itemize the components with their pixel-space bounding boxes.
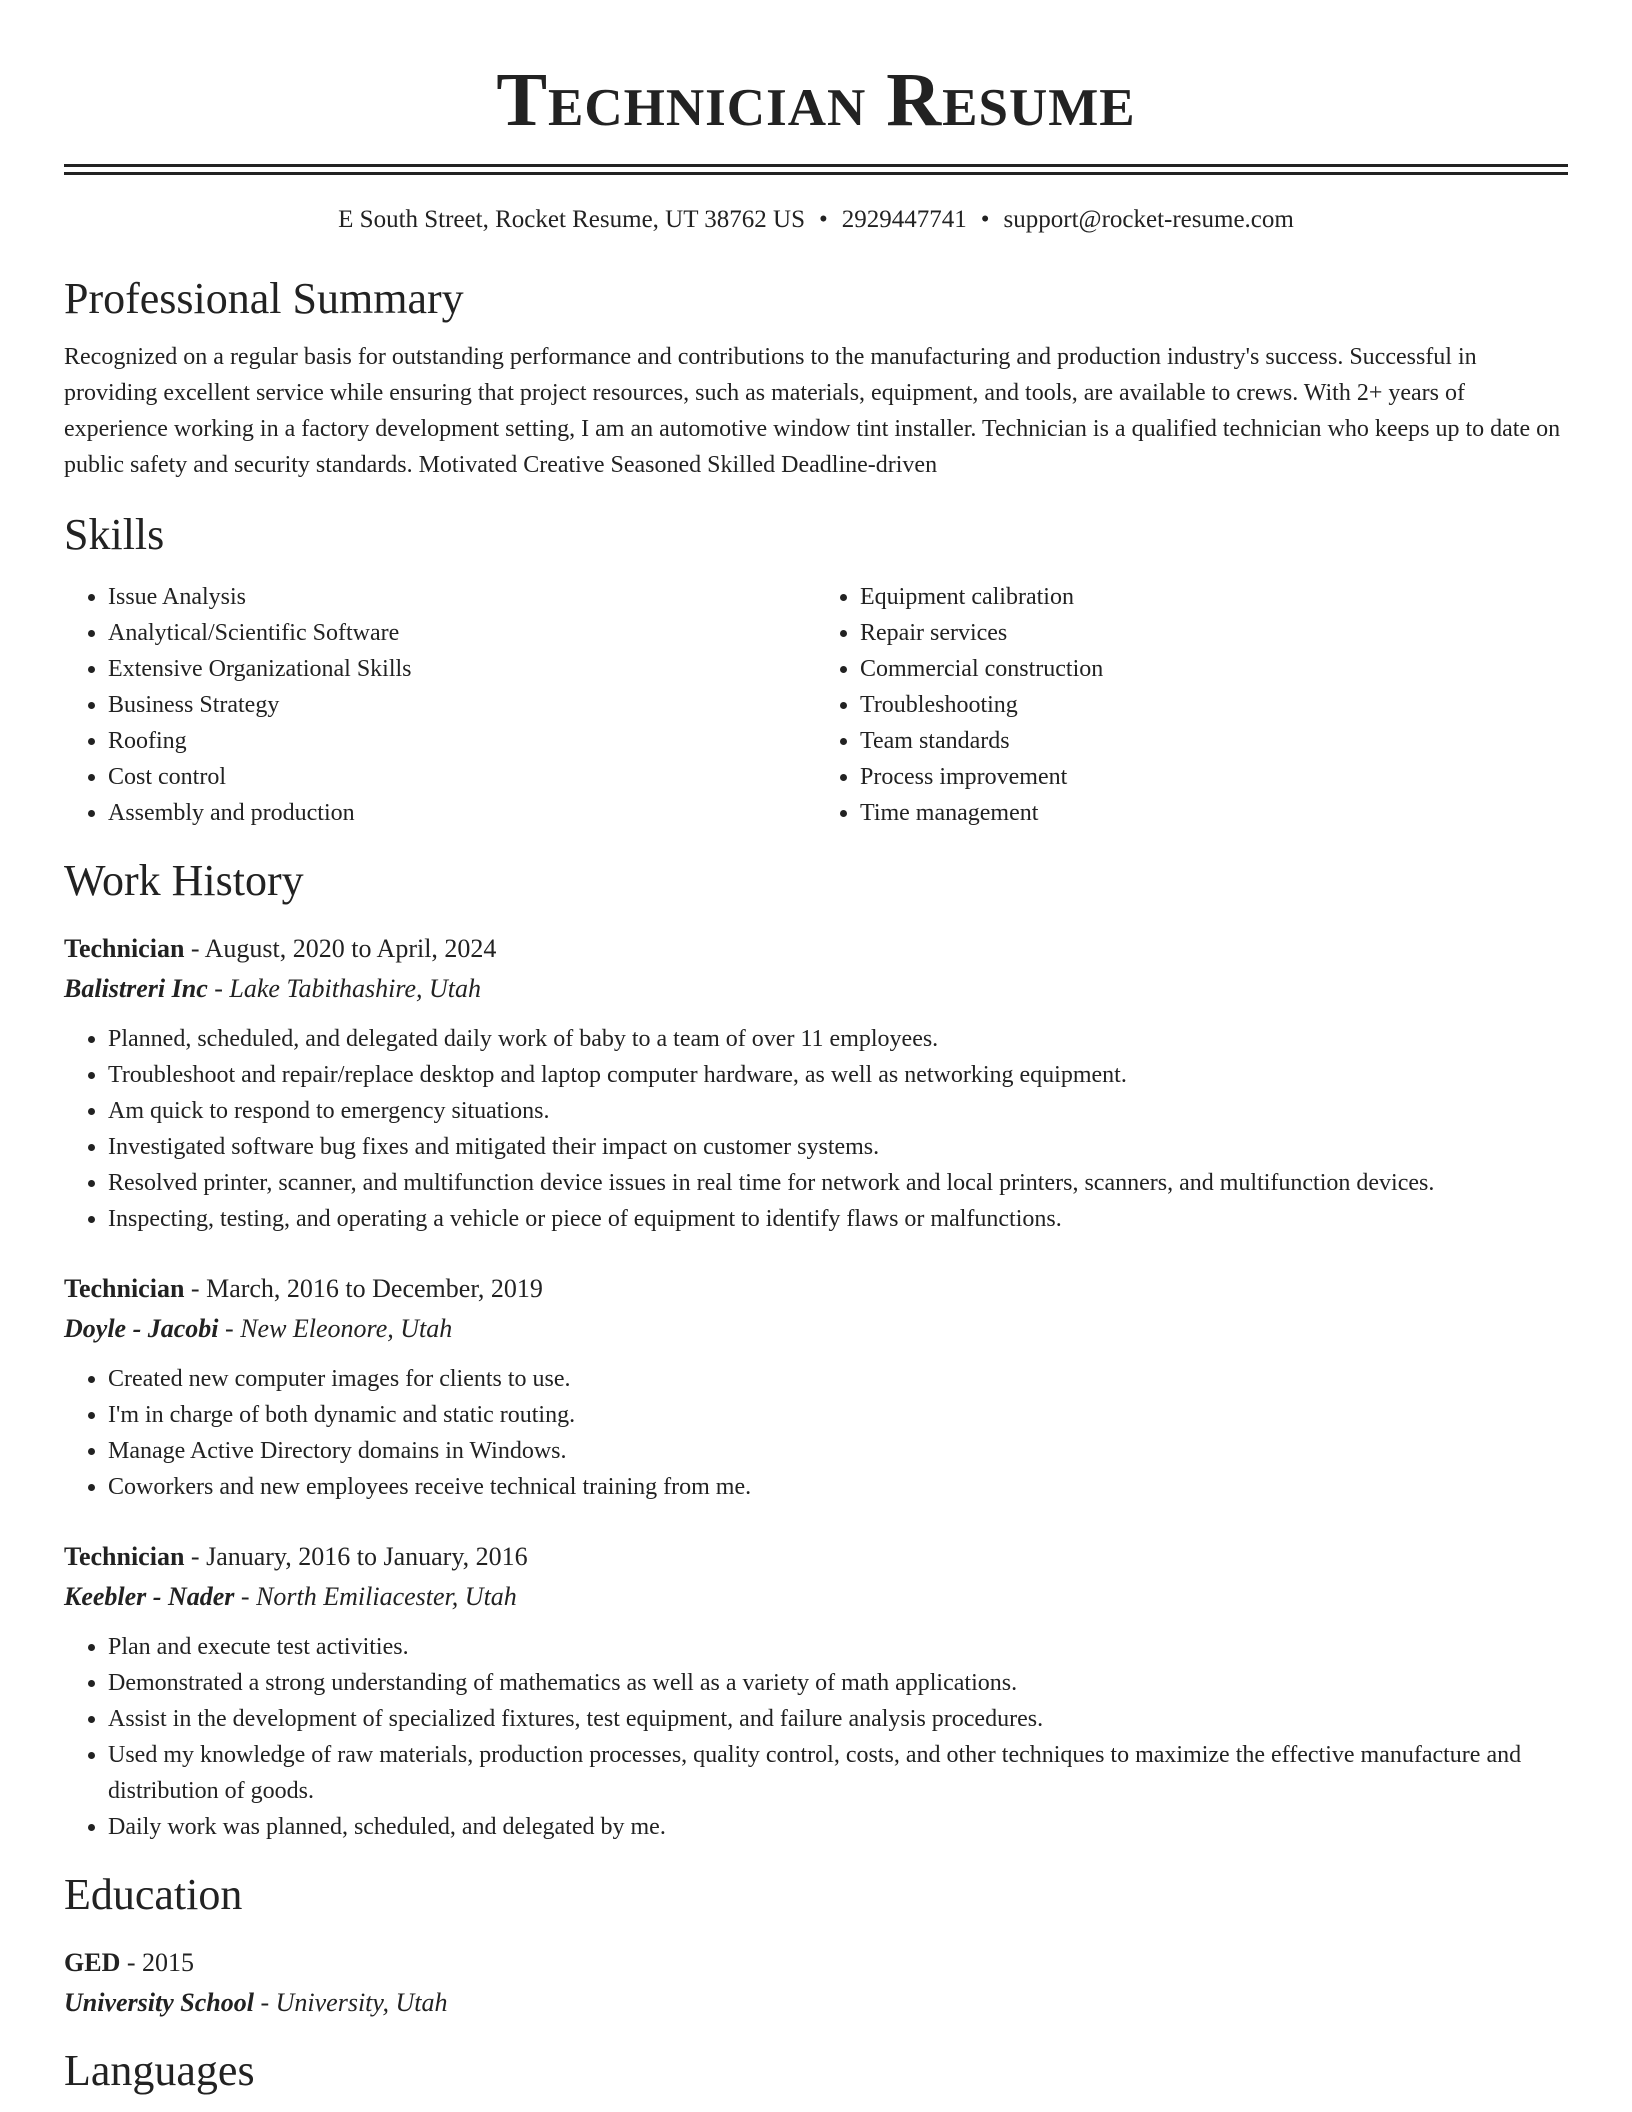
- job-company-line: Doyle - Jacobi - New Eleonore, Utah: [64, 1314, 453, 1343]
- job-bullet: • Manage Active Directory domains in Windows.: [108, 1433, 1568, 1469]
- skill-item: • Troubleshooting: [860, 687, 1568, 723]
- skill-item: • Analytical/Scientific Software: [108, 615, 816, 651]
- job-bullet: • Daily work was planned, scheduled, and delegated by me.: [108, 1809, 1568, 1845]
- job-bullet: • Investigated software bug fixes and mitigated their impact on customer systems.: [108, 1129, 1568, 1165]
- job-bullet: • Created new computer images for clients to use.: [108, 1361, 1568, 1397]
- job-company: Balistreri Inc: [64, 974, 208, 1003]
- job-header: Technician - August, 2020 to April, 2024: [64, 934, 497, 963]
- skill-item: • Team standards: [860, 723, 1568, 759]
- skill-item: • Issue Analysis: [108, 579, 816, 615]
- skills-list-left: [64, 579, 816, 831]
- skill-item: • Equipment calibration: [860, 579, 1568, 615]
- skill-item: • Business Strategy: [108, 687, 816, 723]
- skill-item: • Extensive Organizational Skills: [108, 651, 816, 687]
- education-school-line: University School - University, Utah: [64, 1988, 448, 2017]
- skills-list-right: [816, 579, 1568, 831]
- job-dates: March, 2016 to December, 2019: [206, 1274, 543, 1303]
- job-bullet: • Assist in the development of specialized fixtures, test equipment, and failure analysis procedures.: [108, 1701, 1568, 1737]
- job-bullet: • I'm in charge of both dynamic and static routing.: [108, 1397, 1568, 1433]
- languages-heading: Languages: [64, 2046, 255, 2095]
- skills-heading: Skills: [64, 510, 165, 559]
- job-bullet: • Troubleshoot and repair/replace desktop and laptop computer hardware, as well as networking equipment.: [108, 1057, 1568, 1093]
- contact-phone: 2929447741: [841, 206, 967, 233]
- education-header: GED - 2015: [64, 1948, 195, 1977]
- languages-section: [64, 2045, 1568, 2097]
- job-dates: August, 2020 to April, 2024: [204, 934, 497, 963]
- contact-address: E South Street, Rocket Resume, UT 38762 US: [338, 206, 806, 233]
- job-company-line: Keebler - Nader - North Emiliacester, Utah: [64, 1582, 517, 1611]
- job-location: North Emiliacester, Utah: [256, 1582, 517, 1611]
- work-history-section: [64, 855, 1568, 1845]
- education-section: [64, 1869, 1568, 2023]
- job-company-line: Balistreri Inc - Lake Tabithashire, Utah: [64, 974, 482, 1003]
- job-bullet: • Demonstrated a strong understanding of mathematics as well as a variety of math applications.: [108, 1665, 1568, 1701]
- education-heading: Education: [64, 1870, 243, 1919]
- job-company: Keebler - Nader: [64, 1582, 235, 1611]
- job-bullets: [64, 1361, 1568, 1505]
- job-header: Technician - March, 2016 to December, 2019: [64, 1274, 543, 1303]
- contact-separator: •: [980, 206, 990, 233]
- job-dates: January, 2016 to January, 2016: [206, 1542, 528, 1571]
- skills-section: [64, 509, 1568, 831]
- summary-heading: Professional Summary: [64, 274, 464, 323]
- education-entry: [64, 1943, 1568, 2023]
- job-bullet: • Used my knowledge of raw materials, production processes, quality control, costs, and other techniques to maximize the effective manufacture and distribution of goods.: [108, 1737, 1568, 1809]
- job-bullets: [64, 1629, 1568, 1845]
- skill-item: • Assembly and production: [108, 795, 816, 831]
- summary-section: [64, 273, 1568, 483]
- job-bullet: • Coworkers and new employees receive technical training from me.: [108, 1469, 1568, 1505]
- job-title: Technician: [64, 1542, 185, 1571]
- job-location: New Eleonore, Utah: [240, 1314, 453, 1343]
- job-title: Technician: [64, 1274, 185, 1303]
- title-divider: [64, 164, 1568, 175]
- skill-item: • Commercial construction: [860, 651, 1568, 687]
- job-bullet: • Plan and execute test activities.: [108, 1629, 1568, 1665]
- education-school: University School: [64, 1988, 254, 2017]
- job-entry: [64, 929, 1568, 1237]
- job-entry: [64, 1269, 1568, 1505]
- job-location: Lake Tabithashire, Utah: [229, 974, 482, 1003]
- education-location: University, Utah: [275, 1988, 448, 2017]
- skills-columns: [64, 579, 1568, 831]
- job-bullet: • Am quick to respond to emergency situations.: [108, 1093, 1568, 1129]
- work-history-heading: Work History: [64, 856, 304, 905]
- skill-item: • Process improvement: [860, 759, 1568, 795]
- job-bullet: • Resolved printer, scanner, and multifunction device issues in real time for network and local printers, scanners, and multifunction devices.: [108, 1165, 1568, 1201]
- contact-line: [64, 203, 1568, 237]
- education-degree: GED: [64, 1948, 121, 1977]
- education-year: 2015: [142, 1948, 195, 1977]
- skill-item: • Roofing: [108, 723, 816, 759]
- job-bullets: [64, 1021, 1568, 1237]
- summary-text: Recognized on a regular basis for outstanding performance and contributions to the manufacturing and production industry's success. Successful in providing excellent service while ensuring that project resources, such as materials, equipment, and tools, are available to crews. With 2+ years of experience working in a factory development setting, I am an automotive window tint installer. Technician is a qualified technician who keeps up to date on public safety and security standards. Motivated Creative Seasoned Skilled Deadline-driven: [64, 344, 1561, 478]
- resume-title: Technician Resume: [496, 58, 1136, 142]
- resume-page: [64, 0, 1568, 2097]
- contact-email: support@rocket-resume.com: [1003, 206, 1294, 233]
- job-bullet: • Planned, scheduled, and delegated daily work of baby to a team of over 11 employees.: [108, 1021, 1568, 1057]
- job-company: Doyle - Jacobi: [64, 1314, 219, 1343]
- job-title: Technician: [64, 934, 185, 963]
- skill-item: • Time management: [860, 795, 1568, 831]
- job-entry: [64, 1537, 1568, 1845]
- job-bullet: • Inspecting, testing, and operating a vehicle or piece of equipment to identify flaws or malfunctions.: [108, 1201, 1568, 1237]
- job-header: Technician - January, 2016 to January, 2016: [64, 1542, 528, 1571]
- skill-item: • Repair services: [860, 615, 1568, 651]
- skill-item: • Cost control: [108, 759, 816, 795]
- contact-separator: •: [819, 206, 828, 233]
